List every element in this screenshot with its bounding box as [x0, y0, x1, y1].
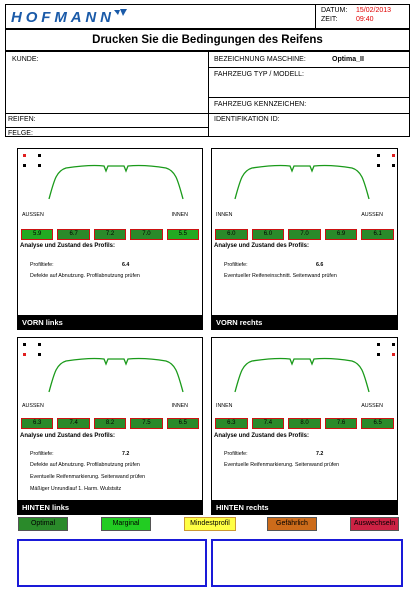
wheel-indicator-icon	[377, 154, 380, 157]
aussen-label: AUSSEN	[22, 212, 44, 218]
notes-box-right[interactable]	[211, 539, 403, 587]
maschine-value: Optima_II	[332, 56, 364, 63]
analysis-title: Analyse und Zustand des Profils:	[20, 433, 116, 439]
aussen-label: INNEN	[216, 212, 233, 218]
tread-cell: 6.7	[57, 229, 89, 240]
tread-depth-row	[215, 229, 394, 240]
tread-cell: 7.0	[130, 229, 162, 240]
wheel-indicator-icon	[23, 343, 26, 346]
felge-label: FELGE:	[8, 130, 33, 137]
profiltiefe-label: Profiltiefe:	[30, 262, 54, 268]
innen-label: AUSSEN	[361, 212, 383, 218]
maschine-label: BEZEICHNUNG MASCHINE:	[214, 56, 306, 63]
analysis-note: Eventuelle Reifenmarkierung. Seitenwand prüfen	[224, 462, 340, 468]
analysis-title: Analyse und Zustand des Profils:	[214, 243, 310, 249]
wheel-indicator-icon	[377, 353, 380, 356]
tread-cell: 7.4	[57, 418, 89, 429]
panel-rear-left	[17, 337, 203, 515]
wheel-indicator-icon	[38, 164, 41, 167]
wheel-indicator-icon	[392, 154, 395, 157]
panel-footer: HINTEN links	[18, 500, 202, 514]
hofmann-logo	[10, 7, 130, 25]
wheel-indicator-icon	[377, 164, 380, 167]
fahrzeug-typ-label: FAHRZEUG TYP / MODELL:	[214, 71, 304, 78]
tire-profile-curve	[232, 352, 372, 394]
panel-footer: VORN rechts	[212, 315, 397, 329]
legend-optimal: Optimal	[18, 517, 68, 531]
tread-cell: 5.9	[21, 229, 53, 240]
wheel-indicator-icon	[377, 343, 380, 346]
tread-cell: 7.4	[252, 418, 285, 429]
svg-text:HOFMANN: HOFMANN	[11, 9, 111, 25]
tread-depth-row	[21, 229, 199, 240]
aussen-label: AUSSEN	[22, 403, 44, 409]
kunde-label: KUNDE:	[12, 56, 39, 63]
panel-front-left	[17, 148, 203, 330]
tread-depth-row	[215, 418, 394, 429]
wheel-indicator-icon	[38, 353, 41, 356]
page-title: Drucken Sie die Bedingungen des Reifens	[5, 29, 410, 51]
info-line	[5, 127, 208, 128]
profiltiefe-value: 7.2	[316, 451, 324, 457]
datum-label: DATUM:	[321, 7, 348, 14]
tread-cell: 5.5	[167, 229, 199, 240]
legend-marginal: Marginal	[101, 517, 151, 531]
analysis-note: Defekte auf Abnutzung. Profilabnutzung prüfen	[30, 273, 140, 279]
analysis-note: Mäßiger Unrundlauf 1. Harm. Wulstsitz	[30, 486, 122, 492]
info-line	[208, 67, 410, 68]
legend-mindestprofil: Mindestprofil	[184, 517, 236, 531]
aussen-label: INNEN	[216, 403, 233, 409]
tread-cell: 6.5	[361, 418, 394, 429]
profiltiefe-value: 7.2	[122, 451, 130, 457]
tread-cell: 6.0	[215, 229, 248, 240]
info-line	[5, 113, 410, 114]
info-divider-vertical	[208, 51, 209, 137]
notes-box-left[interactable]	[17, 539, 207, 587]
panel-footer: VORN links	[18, 315, 202, 329]
tire-profile-curve	[46, 352, 186, 394]
profiltiefe-label: Profiltiefe:	[30, 451, 54, 457]
identifikation-label: IDENTIFIKATION ID:	[214, 116, 280, 123]
analysis-note: Eventuelle Reifenmarkierung. Seitenwand prüfen	[30, 474, 146, 480]
innen-label: AUSSEN	[361, 403, 383, 409]
innen-label: INNEN	[171, 403, 188, 409]
profiltiefe-value: 6.4	[122, 262, 130, 268]
tread-cell: 7.5	[130, 418, 162, 429]
analysis-title: Analyse und Zustand des Profils:	[20, 243, 116, 249]
tread-cell: 8.0	[288, 418, 321, 429]
wheel-indicator-icon	[23, 353, 26, 356]
tread-cell: 6.3	[21, 418, 53, 429]
tread-cell: 6.3	[215, 418, 248, 429]
wheel-indicator-icon	[392, 343, 395, 346]
zeit-label: ZEIT:	[321, 16, 338, 23]
tread-cell: 7.2	[94, 229, 126, 240]
tread-cell: 6.5	[167, 418, 199, 429]
info-line	[208, 97, 410, 98]
panel-footer: HINTEN rechts	[212, 500, 397, 514]
legend-gefaehrlich: Gefährlich	[267, 517, 317, 531]
tread-cell: 8.2	[94, 418, 126, 429]
tread-depth-row	[21, 418, 199, 429]
zeit-value: 09:40	[356, 16, 374, 23]
tire-profile-curve	[46, 159, 186, 201]
datum-value: 15/02/2013	[356, 7, 392, 14]
panel-rear-right	[211, 337, 398, 515]
header-divider	[315, 4, 316, 29]
wheel-indicator-icon	[23, 164, 26, 167]
profiltiefe-value: 6.6	[316, 262, 324, 268]
profiltiefe-label: Profiltiefe:	[224, 262, 248, 268]
tire-profile-curve	[232, 159, 372, 201]
kennzeichen-label: FAHRZEUG KENNZEICHEN:	[214, 101, 307, 108]
wheel-indicator-icon	[38, 343, 41, 346]
profiltiefe-label: Profiltiefe:	[224, 451, 248, 457]
innen-label: INNEN	[171, 212, 188, 218]
tread-cell: 6.1	[361, 229, 394, 240]
tread-cell: 7.6	[325, 418, 358, 429]
analysis-note: Defekte auf Abnutzung. Profilabnutzung prüfen	[30, 462, 140, 468]
analysis-note: Eventueller Reifeneinschnitt. Seitenwand prüfen	[224, 273, 337, 279]
legend-auswechseln: Auswechseln	[350, 517, 399, 531]
tread-cell: 7.0	[288, 229, 321, 240]
panel-front-right	[211, 148, 398, 330]
wheel-indicator-icon	[392, 164, 395, 167]
tread-cell: 6.0	[252, 229, 285, 240]
tread-cell: 6.9	[325, 229, 358, 240]
analysis-title: Analyse und Zustand des Profils:	[214, 433, 310, 439]
reifen-label: REIFEN:	[8, 116, 36, 123]
wheel-indicator-icon	[38, 154, 41, 157]
wheel-indicator-icon	[23, 154, 26, 157]
wheel-indicator-icon	[392, 353, 395, 356]
